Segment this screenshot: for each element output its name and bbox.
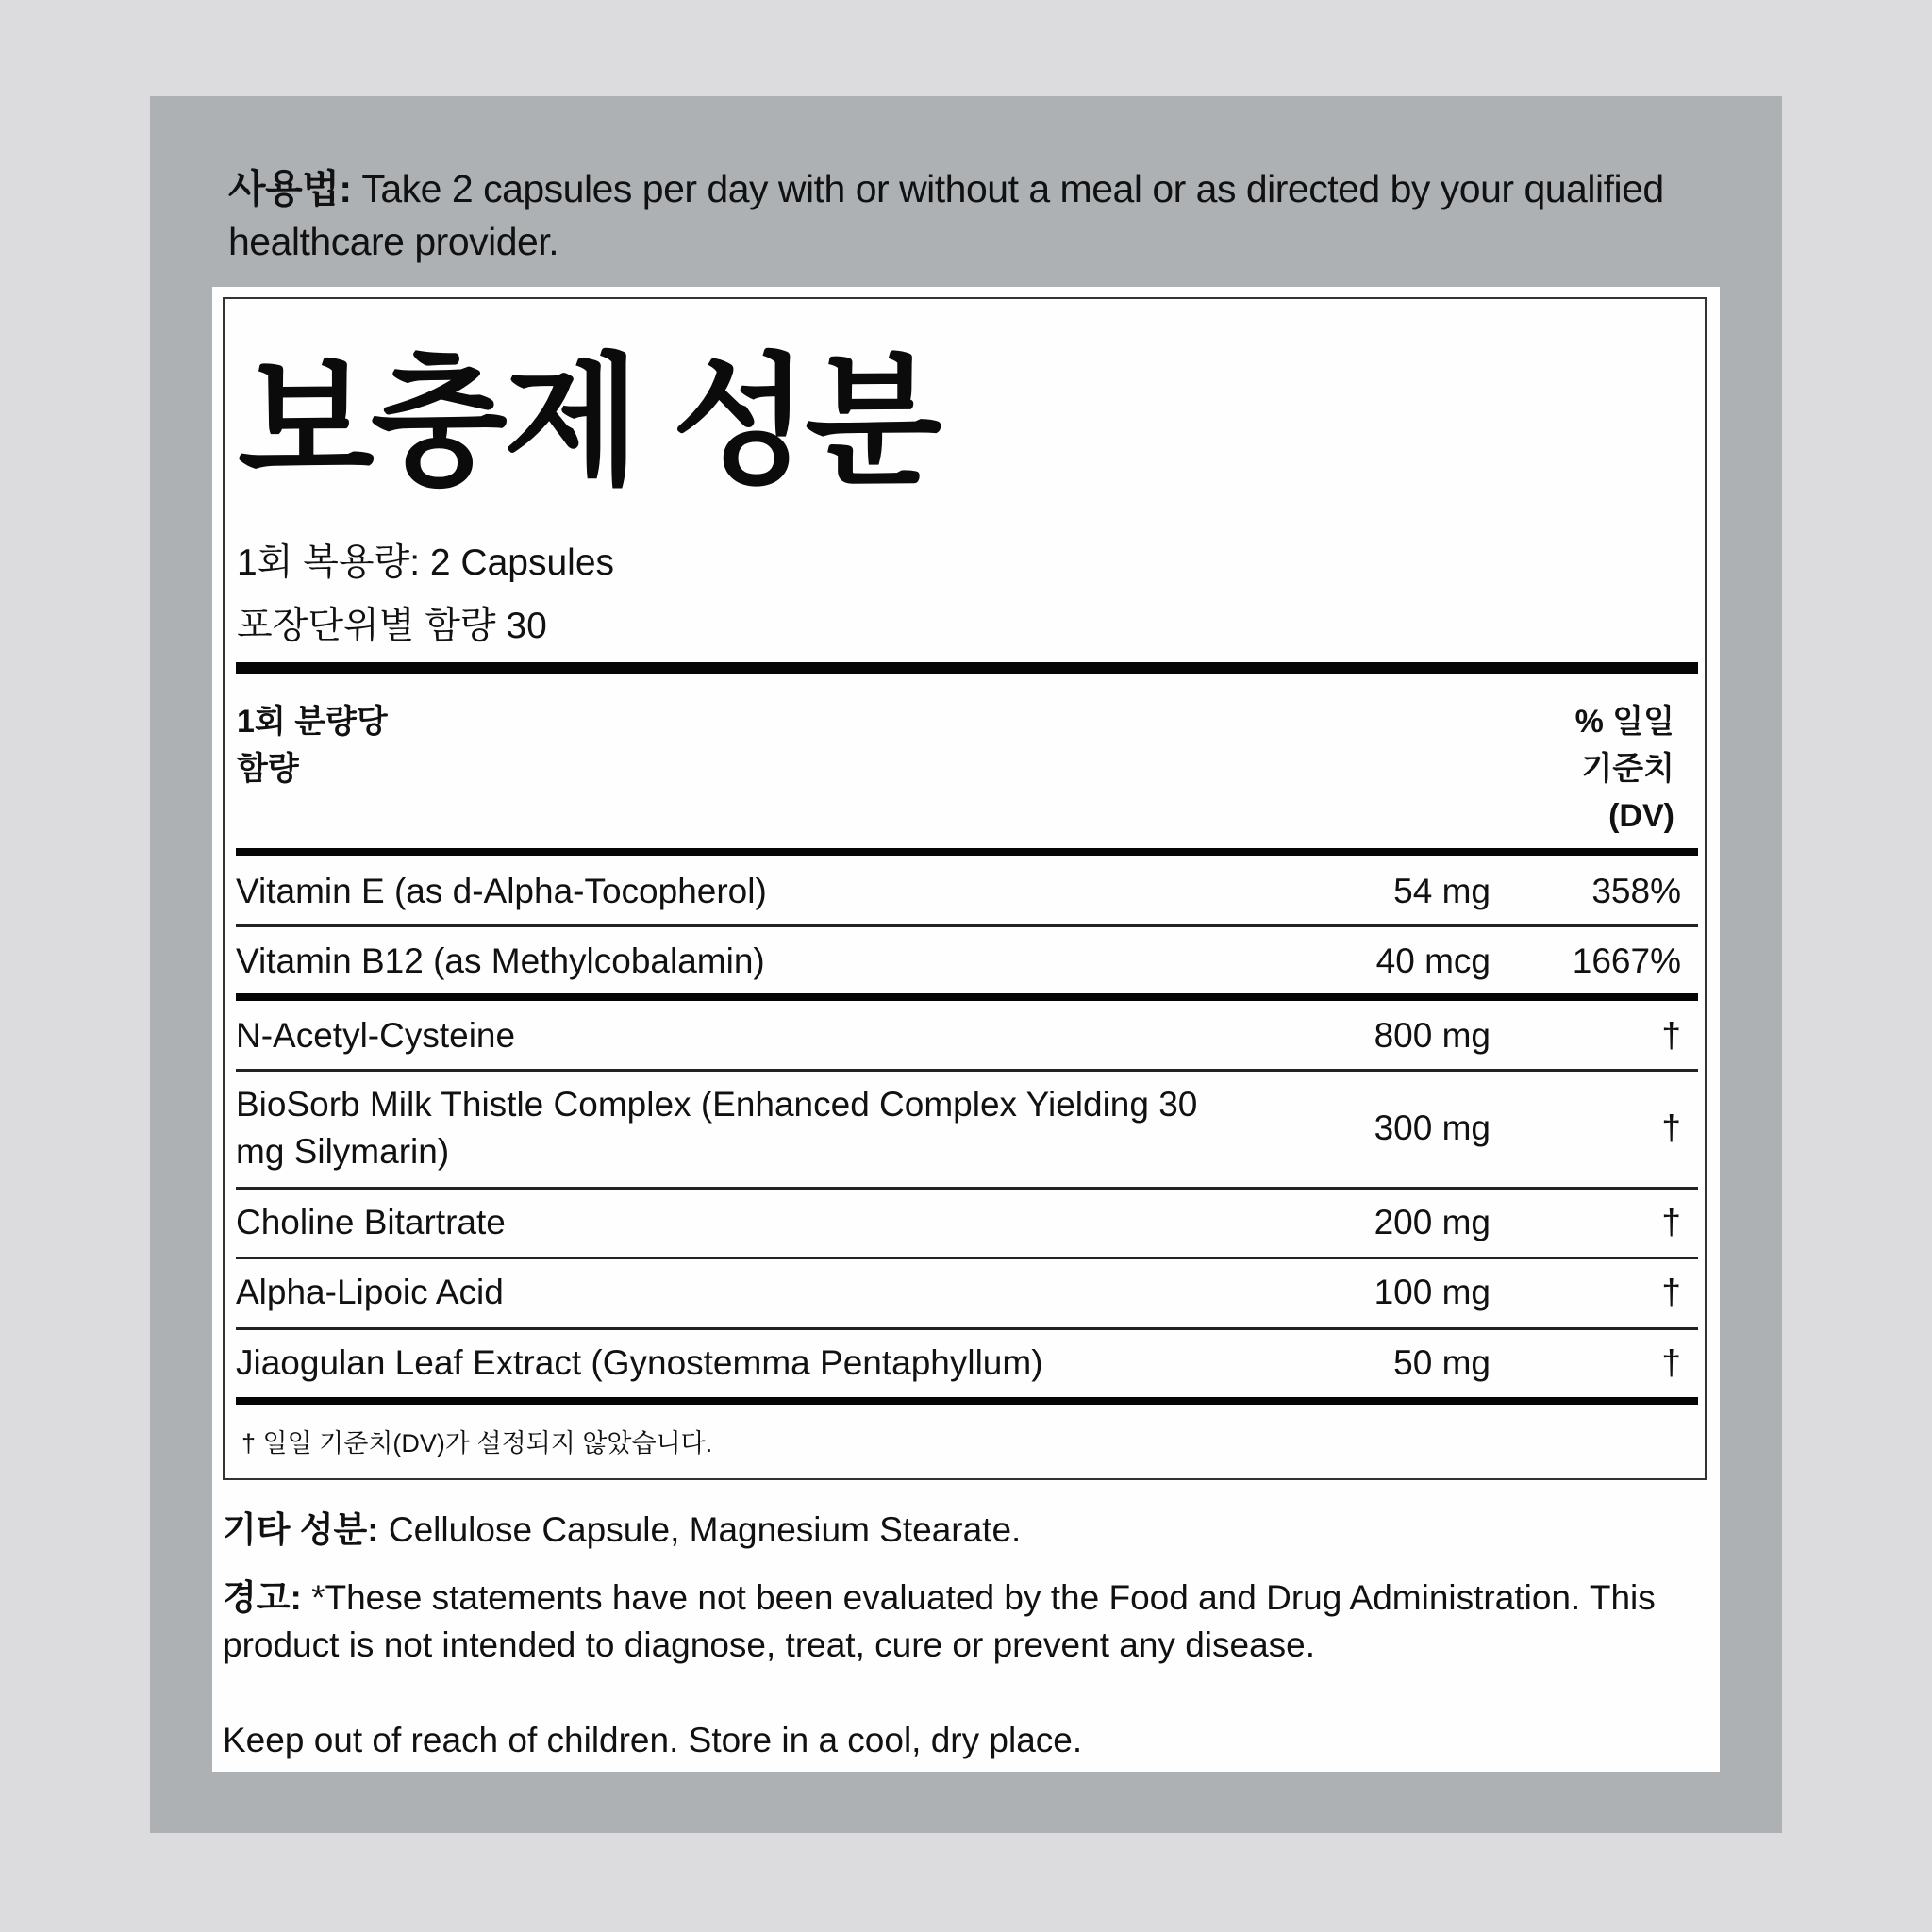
row-amount: 50 mg (1393, 1343, 1491, 1382)
warning (223, 1574, 1704, 1669)
row-amount: 40 mcg (1375, 941, 1491, 980)
row-name: Alpha-Lipoic Acid (236, 1273, 504, 1311)
row-dv: † (1661, 1343, 1681, 1382)
row-dv: † (1661, 1016, 1681, 1055)
table-row (236, 1076, 1698, 1180)
table-row (236, 863, 1698, 920)
header-daily-value (1575, 698, 1674, 840)
row-divider (236, 924, 1698, 927)
row-dv: 1667% (1572, 941, 1681, 980)
warning-label: 경고: (223, 1578, 302, 1617)
row-dv: † (1661, 1203, 1681, 1241)
usage-label: 사용법: (228, 167, 352, 210)
row-divider (236, 1257, 1698, 1259)
table-row (236, 933, 1698, 990)
other-ingredients-text: Cellulose Capsule, Magnesium Stearate. (378, 1510, 1022, 1549)
row-amount: 54 mg (1393, 872, 1491, 910)
row-dv: 358% (1591, 872, 1681, 910)
row-dv: † (1661, 1108, 1681, 1147)
header-dv-line1: % 일일 (1574, 704, 1674, 740)
row-name: N-Acetyl-Cysteine (236, 1016, 516, 1055)
other-ingredients (223, 1507, 1704, 1554)
table-row (236, 1264, 1698, 1321)
header-amount-line2: 함량 (237, 751, 299, 787)
warning-text: *These statements have not been evaluated by the Food and Drug Administration. This product is not intended to diagnose, treat, cure or prevent any disease. (223, 1578, 1656, 1664)
facts-title: 보충제 성분 (238, 342, 939, 501)
table-row (236, 1194, 1698, 1251)
row-dv: † (1661, 1273, 1681, 1311)
dv-footnote: † 일일 기준치(DV)가 설정되지 않았습니다. (242, 1429, 713, 1457)
row-divider (236, 1069, 1698, 1072)
divider-bottom (236, 1397, 1698, 1405)
header-dv-line3: (DV) (1608, 798, 1674, 834)
table-row (236, 1335, 1698, 1391)
divider-dv-section (236, 993, 1698, 1001)
row-name: Vitamin B12 (as Methylcobalamin) (236, 941, 765, 980)
row-name: Choline Bitartrate (236, 1203, 506, 1241)
table-row (236, 1008, 1698, 1064)
servings-per-container: 포장단위별 함량 30 (237, 606, 547, 646)
supplement-facts-box (223, 297, 1707, 1480)
other-ingredients-label: 기타 성분: (223, 1510, 379, 1549)
row-amount: 200 mg (1374, 1203, 1491, 1241)
row-name: Vitamin E (as d-Alpha-Tocopherol) (236, 872, 767, 910)
usage-text: Take 2 capsules per day with or without a meal or as directed by your qualified healthcare provider. (228, 167, 1664, 263)
header-amount-per-serving (237, 698, 388, 792)
row-divider (236, 1327, 1698, 1330)
usage-instructions (228, 162, 1709, 268)
header-amount-line1: 1회 분량당 (237, 704, 388, 740)
row-name: BioSorb Milk Thistle Complex (Enhanced Complex Yielding 30 mg Silymarin) (236, 1085, 1198, 1171)
divider-header (236, 848, 1698, 856)
serving-size: 1회 복용량: 2 Capsules (237, 542, 615, 583)
row-divider (236, 1187, 1698, 1190)
row-amount: 100 mg (1374, 1273, 1491, 1311)
divider-thick (236, 662, 1698, 674)
storage-note: Keep out of reach of children. Store in a cool, dry place. (223, 1721, 1083, 1759)
row-name: Jiaogulan Leaf Extract (Gynostemma Pentaphyllum) (236, 1343, 1043, 1382)
row-amount: 800 mg (1374, 1016, 1491, 1055)
row-amount: 300 mg (1374, 1108, 1491, 1147)
header-dv-line2: 기준치 (1581, 751, 1674, 787)
